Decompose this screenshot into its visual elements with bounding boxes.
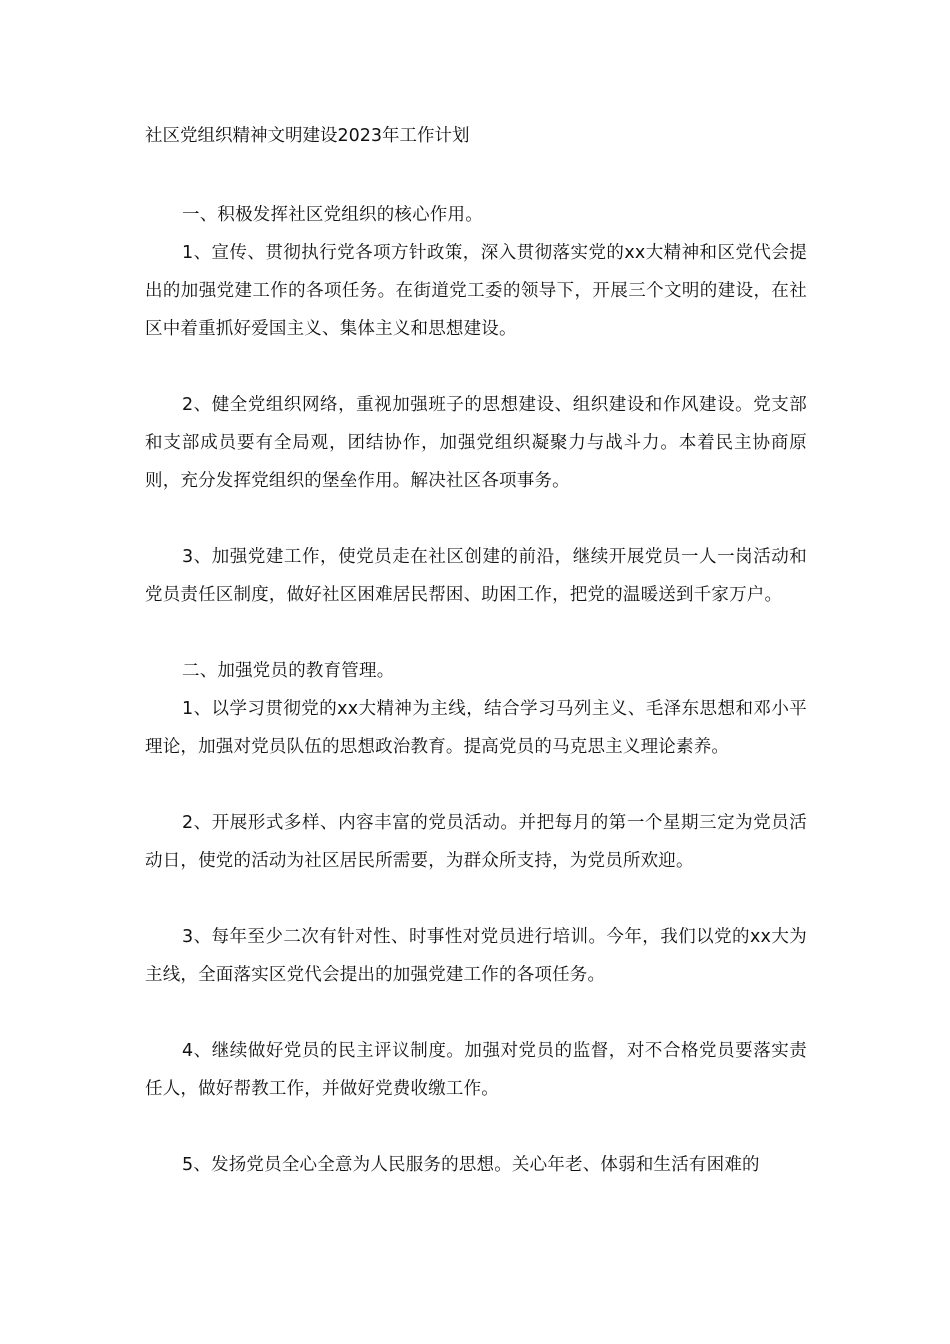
paragraph: 5、发扬党员全心全意为人民服务的思想。关心年老、体弱和生活有困难的 <box>182 1155 760 1175</box>
paragraph: 2、开展形式多样、内容丰富的党员活动。并把每月的第一个星期三定为党员活动日，使党的活动为社区居民所需要，为群众所支持，为党员所欢迎。 <box>145 813 807 871</box>
paragraph: 3、每年至少二次有针对性、时事性对党员进行培训。今年，我们以党的xx大为主线，全面落实区党代会提出的加强党建工作的各项任务。 <box>145 927 807 985</box>
section-heading-2: 二、加强党员的教育管理。 <box>182 661 395 681</box>
paragraph: 1、以学习贯彻党的xx大精神为主线，结合学习马列主义、毛泽东思想和邓小平理论，加强对党员队伍的思想政治教育。提高党员的马克思主义理论素养。 <box>145 699 807 757</box>
paragraph: 4、继续做好党员的民主评议制度。加强对党员的监督，对不合格党员要落实责任人，做好帮教工作，并做好党费收缴工作。 <box>145 1041 807 1099</box>
paragraph: 3、加强党建工作，使党员走在社区创建的前沿，继续开展党员一人一岗活动和党员责任区制度，做好社区困难居民帮困、助困工作，把党的温暖送到千家万户。 <box>145 547 807 605</box>
section-heading-1: 一、积极发挥社区党组织的核心作用。 <box>182 205 483 225</box>
paragraph: 2、健全党组织网络，重视加强班子的思想建设、组织建设和作风建设。党支部和支部成员要有全局观，团结协作，加强党组织凝聚力与战斗力。本着民主协商原则，充分发挥党组织的堡垒作用。解决社区各项事务。 <box>145 395 807 491</box>
document-body <box>145 196 807 1184</box>
document-title: 社区党组织精神文明建设2023年工作计划 <box>145 126 470 146</box>
paragraph: 1、宣传、贯彻执行党各项方针政策，深入贯彻落实党的xx大精神和区党代会提出的加强党建工作的各项任务。在街道党工委的领导下，开展三个文明的建设，在社区中着重抓好爱国主义、集体主义和思想建设。 <box>145 243 807 339</box>
